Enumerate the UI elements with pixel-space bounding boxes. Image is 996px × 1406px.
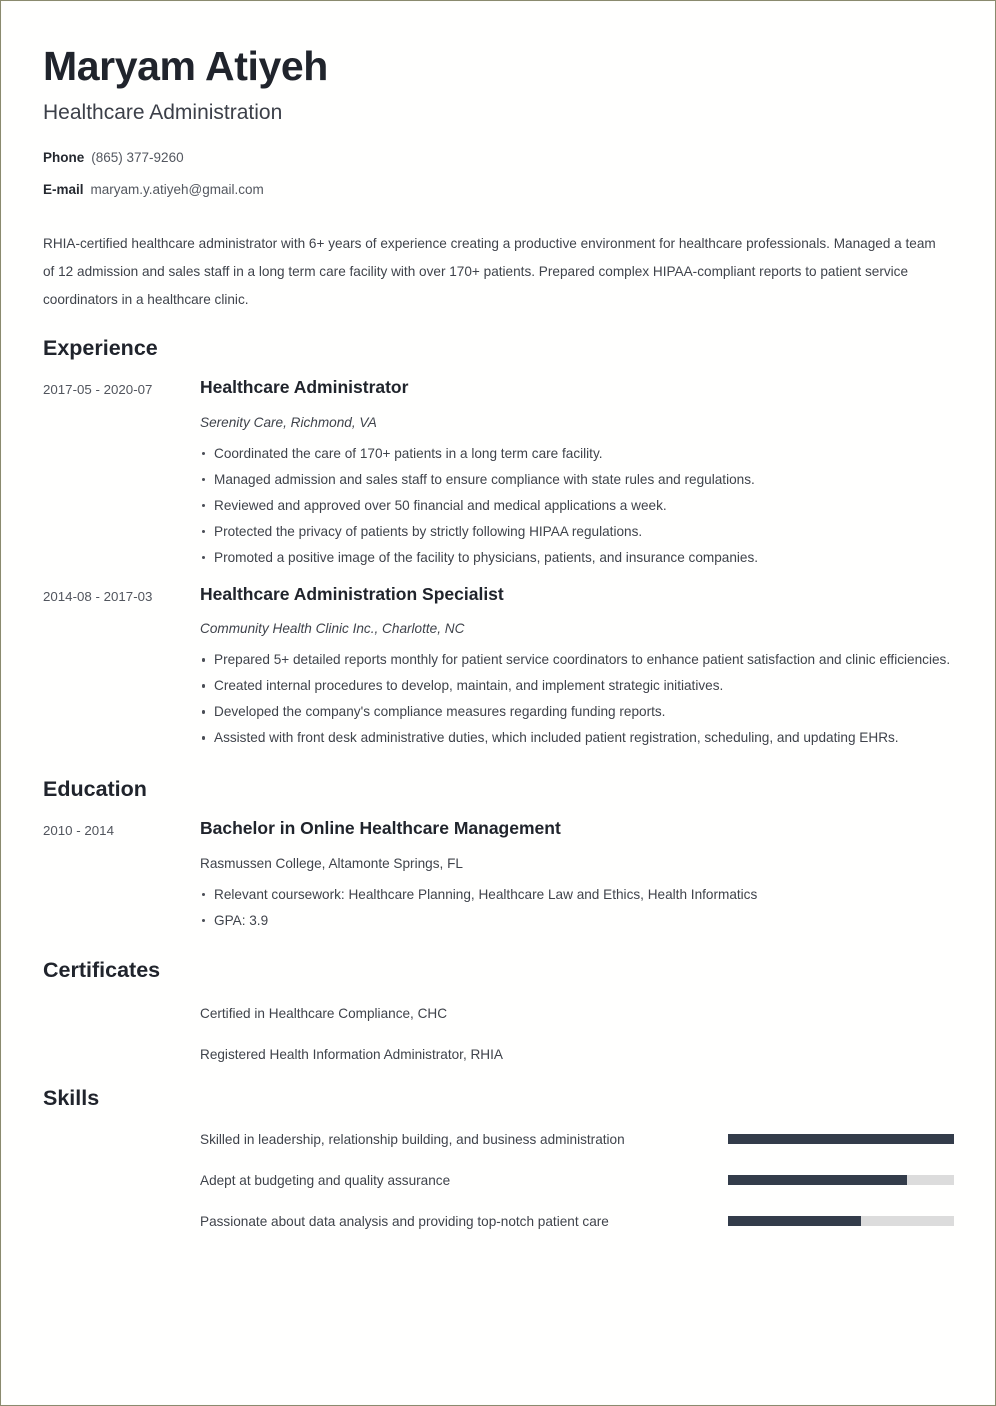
bullet-item: GPA: 3.9 [200, 908, 954, 933]
resume-inner-frame [1, 1, 995, 1405]
contact-row-email [43, 183, 954, 197]
entry-body [200, 817, 954, 934]
bullet-item: Relevant coursework: Healthcare Planning, Healthcare Law and Ethics, Health Informatics [200, 882, 954, 907]
entry-date: 2017-05 - 2020-07 [43, 381, 153, 397]
resume-header [43, 44, 954, 196]
entry-bullet-list [200, 882, 954, 933]
section-title-experience: Experience [43, 336, 158, 361]
section-title-education: Education [43, 777, 147, 802]
skill-level-fill [728, 1134, 954, 1144]
education-entry [43, 817, 954, 934]
skill-label: Adept at budgeting and quality assurance [200, 1172, 451, 1188]
bullet-item: Assisted with front desk administrative duties, which included patient registration, scheduling, and updating EHRs. [200, 725, 954, 750]
candidate-job-title: Healthcare Administration [43, 101, 283, 125]
section-skills [43, 1086, 954, 1231]
entry-bullet-list [200, 647, 954, 750]
entry-date: 2010 - 2014 [43, 823, 114, 839]
contact-block [43, 151, 954, 196]
skill-row [200, 1171, 954, 1190]
section-title-certificates: Certificates [43, 957, 161, 982]
entry-date: 2014-08 - 2017-03 [43, 588, 153, 604]
certificates-list [200, 1004, 954, 1064]
skill-level-bar [728, 1134, 954, 1144]
skills-list [200, 1130, 954, 1231]
contact-row-phone [43, 151, 954, 165]
contact-value-email: maryam.y.atiyeh@gmail.com [90, 181, 264, 197]
entry-degree: Bachelor in Online Healthcare Management [200, 818, 561, 839]
section-title-skills: Skills [43, 1085, 100, 1110]
skill-level-fill [728, 1175, 907, 1185]
section-education [43, 777, 954, 934]
entry-school: Rasmussen College, Altamonte Springs, FL [200, 855, 463, 871]
contact-label-phone: Phone [43, 150, 85, 166]
certificate-item: Registered Health Information Administrator, RHIA [200, 1046, 503, 1062]
bullet-item: Managed admission and sales staff to ensure compliance with state rules and regulations. [200, 467, 954, 492]
bullet-item: Protected the privacy of patients by strictly following HIPAA regulations. [200, 519, 954, 544]
contact-value-phone: (865) 377-9260 [91, 150, 184, 166]
entry-organization: Community Health Clinic Inc., Charlotte, NC [200, 621, 465, 637]
bullet-item: Coordinated the care of 170+ patients in a long term care facility. [200, 441, 954, 466]
skill-level-bar [728, 1216, 954, 1226]
skill-label: Passionate about data analysis and providing top-notch patient care [200, 1213, 609, 1229]
entry-organization: Serenity Care, Richmond, VA [200, 414, 377, 430]
skill-row [200, 1212, 954, 1231]
section-experience [43, 336, 954, 751]
skill-level-fill [728, 1216, 861, 1226]
experience-entry [43, 583, 954, 752]
bullet-item: Developed the company's compliance measures regarding funding reports. [200, 699, 954, 724]
bullet-item: Prepared 5+ detailed reports monthly for patient service coordinators to enhance patient satisfaction and clinic efficiencies. [200, 647, 954, 672]
entry-body [200, 376, 954, 571]
experience-entry [43, 376, 954, 571]
entry-bullet-list [200, 441, 954, 570]
skill-label: Skilled in leadership, relationship building, and business administration [200, 1131, 625, 1147]
certificate-item: Certified in Healthcare Compliance, CHC [200, 1005, 448, 1021]
entry-role: Healthcare Administrator [200, 376, 409, 397]
skill-row [200, 1130, 954, 1149]
contact-label-email: E-mail [43, 181, 84, 197]
skill-level-bar [728, 1175, 954, 1185]
section-certificates [43, 958, 954, 1064]
entry-body [200, 583, 954, 752]
professional-summary: RHIA-certified healthcare administrator with 6+ years of experience creating a productive environment for healthcare professionals. Managed a team of 12 admission and sales staff in a long term care facility with over 170+ patients. Prepared complex HIPAA-compliant reports to patient service coordinators in a healthcare clinic. [43, 236, 936, 308]
entry-role: Healthcare Administration Specialist [200, 583, 504, 604]
bullet-item: Reviewed and approved over 50 financial and medical applications a week. [200, 493, 954, 518]
candidate-name: Maryam Atiyeh [43, 43, 328, 89]
bullet-item: Created internal procedures to develop, maintain, and implement strategic initiatives. [200, 673, 954, 698]
bullet-item: Promoted a positive image of the facility to physicians, patients, and insurance companies. [200, 545, 954, 570]
